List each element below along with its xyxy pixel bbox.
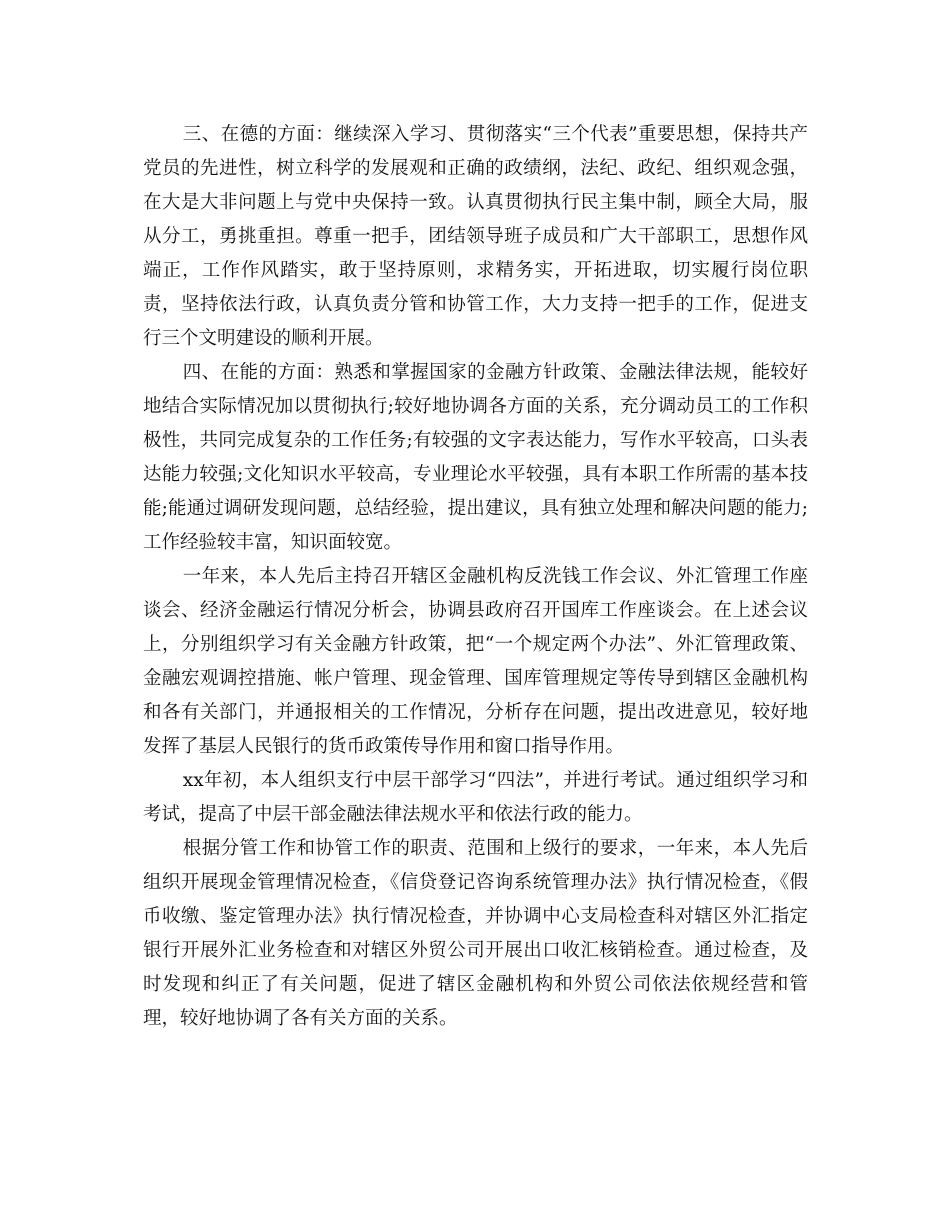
document-body [143, 118, 808, 1036]
paragraph-meetings: 一年来，本人先后主持召开辖区金融机构反洗钱工作会议、外汇管理工作座谈会、经济金融运行情况分析会，协调县政府召开国库工作座谈会。在上述会议上，分别组织学习有关金融方针政策，把“一个规定两个办法”、外汇管理政策、金融宏观调控措施、帐户管理、现金管理、国库管理规定等传导到辖区金融机构和各有关部门，并通报相关的工作情况，分析存在问题，提出改进意见，较好地发挥了基层人民银行的货币政策传导作用和窗口指导作用。 [143, 566, 808, 757]
paragraph-ability-aspect: 四、在能的方面：熟悉和掌握国家的金融方针政策、金融法律法规，能较好地结合实际情况加以贯彻执行;较好地协调各方面的关系，充分调动员工的工作积极性，共同完成复杂的工作任务;有较强的文字表达能力，写作水平较高，口头表达能力较强;文化知识水平较高，专业理论水平较强，具有本职工作所需的基本技能;能通过调研发现问题，总结经验，提出建议，具有独立处理和解决问题的能力;工作经验较丰富，知识面较宽。 [143, 362, 808, 553]
paragraph-inspections: 根据分管工作和协管工作的职责、范围和上级行的要求，一年来，本人先后组织开展现金管理情况检查，《信贷登记咨询系统管理办法》执行情况检查，《假币收缴、鉴定管理办法》执行情况检查，并协调中心支局检查科对辖区外汇指定银行开展外汇业务检查和对辖区外贸公司开展出口收汇核销检查。通过检查，及时发现和纠正了有关问题，促进了辖区金融机构和外贸公司依法依规经营和管理，较好地协调了各有关方面的关系。 [143, 838, 808, 1029]
paragraph-legal-study: xx年初，本人组织支行中层干部学习“四法”，并进行考试。通过组织学习和考试，提高了中层干部金融法律法规水平和依法行政的能力。 [143, 770, 808, 825]
paragraph-moral-aspect: 三、在德的方面：继续深入学习、贯彻落实“三个代表”重要思想，保持共产党员的先进性，树立科学的发展观和正确的政绩纲，法纪、政纪、组织观念强，在大是大非问题上与党中央保持一致。认真贯彻执行民主集中制，顾全大局，服从分工，勇挑重担。尊重一把手，团结领导班子成员和广大干部职工，思想作风端正，工作作风踏实，敢于坚持原则，求精务实，开拓进取，切实履行岗位职责，坚持依法行政，认真负责分管和协管工作，大力支持一把手的工作，促进支行三个文明建设的顺利开展。 [143, 124, 808, 349]
